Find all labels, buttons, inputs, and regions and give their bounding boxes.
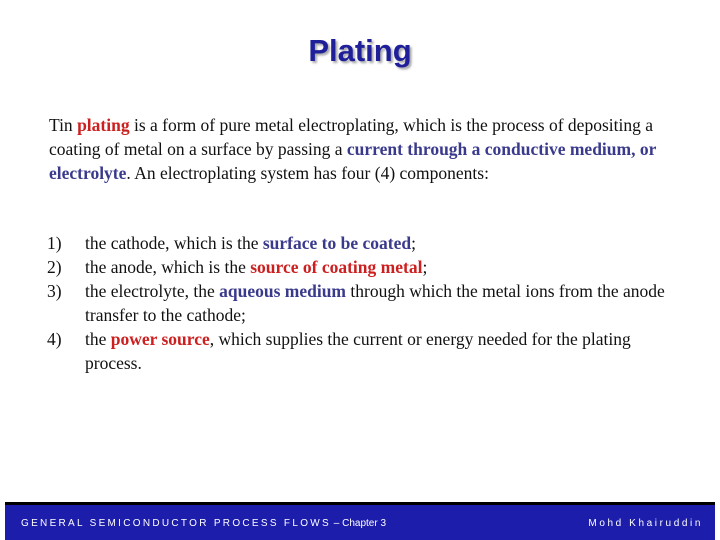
- slide-title: Plating: [308, 33, 412, 68]
- list-item-highlight: power source: [110, 329, 210, 349]
- list-item-text: through which the metal ions from the anode transfer to the cathode;: [85, 281, 665, 325]
- list-item: [47, 327, 677, 375]
- footer-chapter: – Chapter 3: [330, 518, 387, 529]
- list-item-text: the: [85, 329, 111, 349]
- list-item: [47, 231, 677, 255]
- footer-course-title: [21, 518, 386, 529]
- intro-text-1: Tin: [49, 115, 78, 135]
- list-item-text: ;: [422, 257, 428, 277]
- list-item-highlight: aqueous medium: [219, 281, 347, 301]
- intro-text-2: is a form of pure metal electroplating, which is the process of depositing a coating of metal on a surface by passing a: [49, 115, 653, 159]
- intro-highlight-current: current through a conductive medium, or electrolyte: [49, 139, 657, 183]
- footer-author: Mohd Khairuddin: [588, 518, 703, 529]
- list-item-text: , which supplies the current or energy needed for the plating process.: [85, 329, 631, 373]
- list-item-number: 4): [47, 329, 62, 349]
- list-item-text: the cathode, which is the: [85, 233, 263, 253]
- list-item-number: 1): [47, 233, 62, 253]
- list-item-text: ;: [411, 233, 416, 253]
- intro-text-3: . An electroplating system has four (4) components:: [126, 163, 489, 183]
- list-item-highlight: surface to be coated: [262, 233, 412, 253]
- footer-course-name: GENERAL SEMICONDUCTOR PROCESS FLOWS: [21, 518, 331, 529]
- list-item-text: the anode, which is the: [85, 257, 251, 277]
- intro-highlight-plating: plating: [77, 115, 130, 135]
- list-item-highlight: source of coating metal: [250, 257, 423, 277]
- list-item: [47, 279, 677, 327]
- list-item-text: the electrolyte, the: [85, 281, 220, 301]
- list-item-number: 2): [47, 257, 62, 277]
- list-item-number: 3): [47, 281, 62, 301]
- footer-bar: [5, 505, 715, 540]
- list-item: [47, 255, 677, 279]
- intro-paragraph: [49, 113, 671, 185]
- components-list: [47, 231, 677, 375]
